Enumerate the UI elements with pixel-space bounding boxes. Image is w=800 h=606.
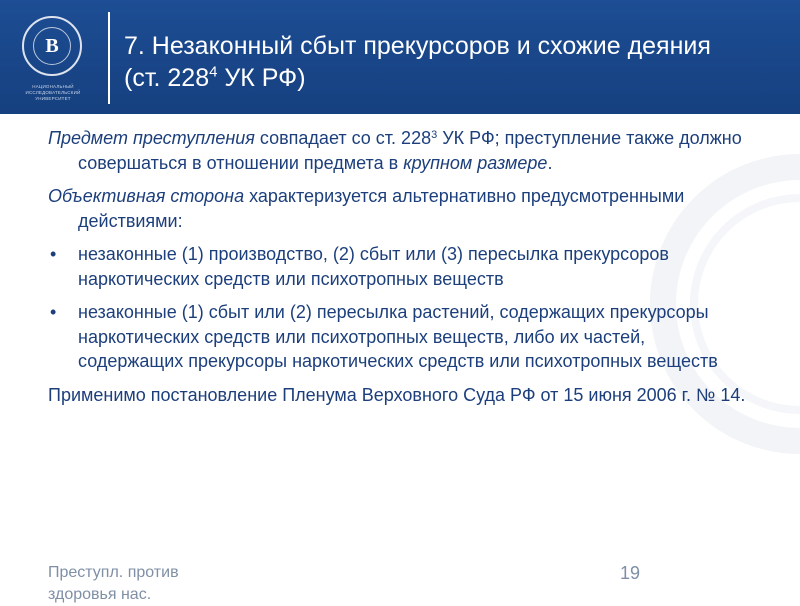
title-line-1: 7. Незаконный сбыт прекурсоров и схожие деяния xyxy=(124,32,711,60)
bullet-text: незаконные (1) сбыт или (2) пересылка растений, содержащих прекурсоры наркотических средств или психотропных веществ, либо их частей, содержащих прекурсоры наркотических средств или психотропных веществ xyxy=(78,302,718,371)
paragraph-text: . xyxy=(547,152,553,173)
bullet-text: незаконные (1) производство, (2) сбыт или (3) пересылка прекурсоров наркотических средств или психотропных веществ xyxy=(78,244,669,289)
slide-body xyxy=(48,126,753,416)
page-number: 19 xyxy=(619,563,640,583)
article-superscript: 3 xyxy=(431,129,438,141)
term-subject: Предмет преступления xyxy=(48,128,255,148)
header-divider xyxy=(108,12,110,104)
title-prefix: (ст. 228 xyxy=(124,64,210,92)
title-suffix: УК РФ) xyxy=(217,64,306,92)
bullet-item xyxy=(48,300,753,374)
bullet-icon: • xyxy=(50,302,57,322)
term-objective-side: Объективная сторона xyxy=(48,186,245,206)
slide-title xyxy=(124,30,784,94)
paragraph-text: УК РФ; преступление также должно совершаться в отношении предмета в xyxy=(78,128,742,173)
logo-monogram-icon: В xyxy=(33,27,71,65)
university-logo xyxy=(22,16,82,76)
footer-caption: Преступл. против здоровья нас. xyxy=(48,564,179,603)
paragraph-subject xyxy=(48,126,753,175)
paragraph-plenum: Применимо постановление Пленума Верховного Суда РФ от 15 июня 2006 г. № 14. xyxy=(48,384,746,405)
title-line-2 xyxy=(124,62,784,94)
bullet-icon: • xyxy=(50,244,57,264)
bullet-item xyxy=(48,242,753,291)
logo-caption: НАЦИОНАЛЬНЫЙ ИССЛЕДОВАТЕЛЬСКИЙ УНИВЕРСИТЕТ xyxy=(25,84,81,101)
paragraph-text: совпадает со ст. 228 xyxy=(254,128,432,148)
term-large-size: крупном размере xyxy=(403,152,548,173)
paragraph-text: характеризуется альтернативно предусмотренными действиями: xyxy=(78,186,685,231)
slide-header xyxy=(0,0,800,114)
title-superscript: 4 xyxy=(209,63,218,81)
paragraph-objective-side xyxy=(48,184,753,233)
